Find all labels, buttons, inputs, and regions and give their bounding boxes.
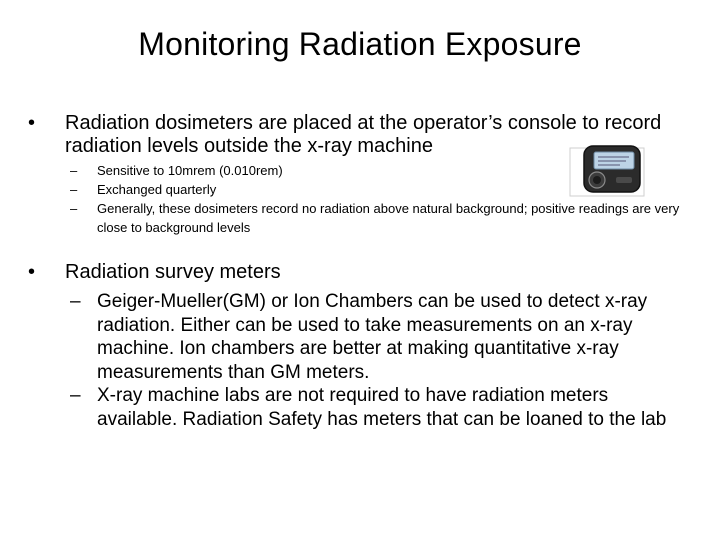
bullet-text: Radiation survey meters <box>65 261 281 283</box>
sub-bullet-text: X-ray machine labs are not required to have radiation meters available. Radiation Safety has meters that can be loaned to the lab <box>97 385 667 430</box>
sub-bullet-text: Exchanged quarterly <box>97 182 217 197</box>
list-item <box>70 290 685 384</box>
bullet-text: Radiation dosimeters are placed at the operator’s console to record radiation levels outside the x-ray machine <box>65 112 662 157</box>
list-item <box>70 384 685 431</box>
survey-meter-details-list <box>70 290 685 431</box>
sub-bullet-text: Sensitive to 10mrem (0.010rem) <box>97 163 283 178</box>
sub-bullet-text: Generally, these dosimeters record no radiation above natural background; positive readings are very close to background levels <box>97 201 680 235</box>
bullet-marker: • <box>28 261 36 283</box>
slide-title: Monitoring Radiation Exposure <box>138 26 582 62</box>
list-item <box>70 180 680 199</box>
dosimeter-details-list <box>70 161 680 237</box>
sub-bullet-marker: – <box>70 291 81 312</box>
sub-bullet-text: Geiger-Mueller(GM) or Ion Chambers can be used to detect x-ray radiation. Either can be used to take measurements on an x-ray machine. Ion chambers are better at making quantitative x-ray measurements than GM meters. <box>97 291 648 383</box>
bullet-survey-meters <box>28 261 688 284</box>
list-item <box>70 161 680 180</box>
sub-bullet-marker: – <box>70 385 81 406</box>
sub-bullet-marker: – <box>70 182 78 197</box>
sub-bullet-marker: – <box>70 163 78 178</box>
sub-bullet-marker: – <box>70 201 78 216</box>
list-item <box>70 199 680 237</box>
bullet-marker: • <box>28 112 36 134</box>
